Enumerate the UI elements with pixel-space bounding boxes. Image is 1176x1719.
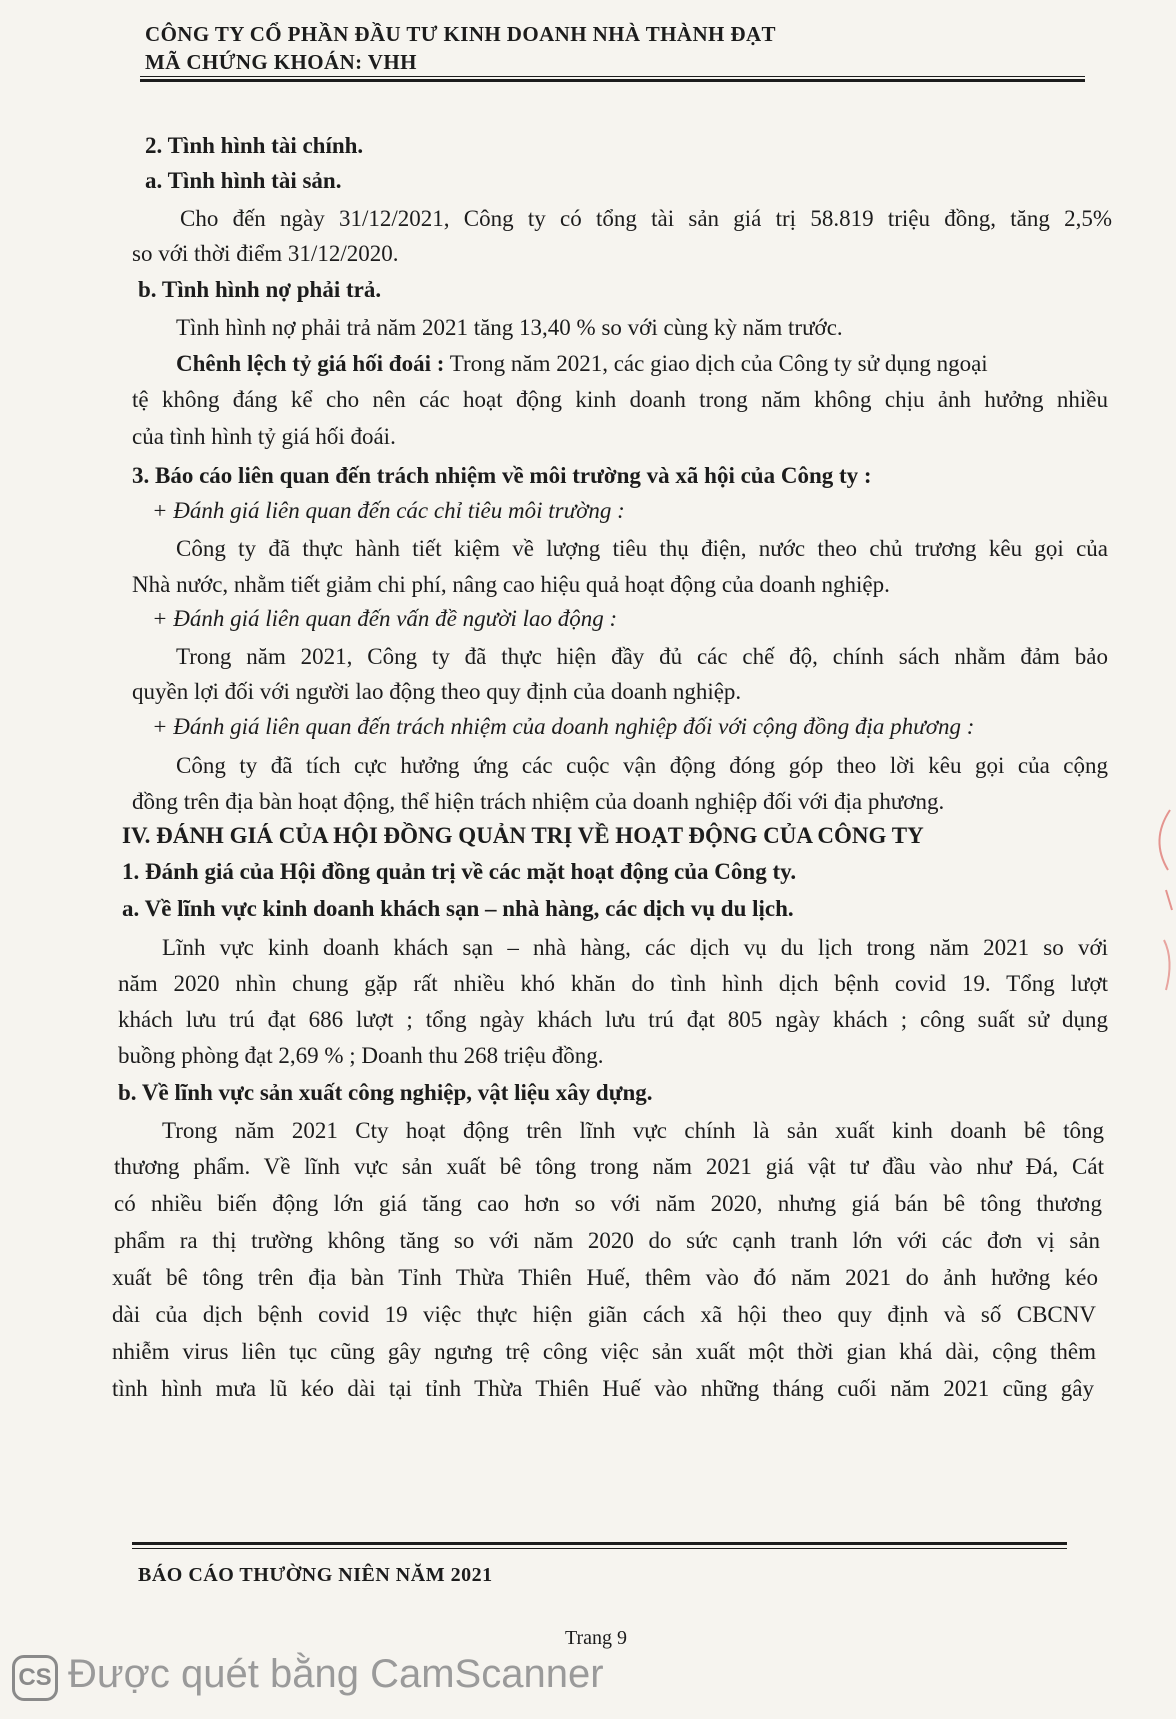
heading-hotel: a. Về lĩnh vực kinh doanh khách sạn – nhà hàng, các dịch vụ du lịch. bbox=[122, 896, 794, 921]
red-stamp-edge bbox=[1140, 800, 1176, 1020]
heading-board-eval: 1. Đánh giá của Hội đồng quản trị về các mặt hoạt động của Công ty. bbox=[122, 859, 797, 884]
para-line: Lĩnh vực kinh doanh khách sạn – nhà hàng, các dịch vụ du lịch trong năm 2021 so với bbox=[162, 935, 1108, 960]
stock-code: MÃ CHỨNG KHOÁN: VHH bbox=[145, 50, 417, 74]
para-line: thương phẩm. Về lĩnh vực sản xuất bê tông trong năm 2021 giá vật tư đầu vào như Đá, Cát bbox=[114, 1154, 1104, 1179]
para-line: quyền lợi đối với người lao động theo quy định của doanh nghiệp. bbox=[132, 679, 742, 704]
para-line: Nhà nước, nhằm tiết giảm chi phí, nâng cao hiệu quả hoạt động của doanh nghiệp. bbox=[132, 572, 890, 597]
fx-text: Trong năm 2021, các giao dịch của Công ty sử dụng ngoại bbox=[444, 351, 988, 376]
header-rule-thick bbox=[140, 79, 1085, 82]
heading-section-iv: IV. ĐÁNH GIÁ CỦA HỘI ĐỒNG QUẢN TRỊ VỀ HOẠT ĐỘNG CỦA CÔNG TY bbox=[122, 823, 924, 848]
para-line: khách lưu trú đạt 686 lượt ; tổng ngày khách lưu trú đạt 805 ngày khách ; công suất sử dụng bbox=[118, 1007, 1108, 1032]
para-line: đồng trên địa bàn hoạt động, thể hiện trách nhiệm của doanh nghiệp đối với địa phương. bbox=[132, 789, 945, 814]
footer-rule-thick bbox=[132, 1542, 1067, 1545]
heading-environment: 3. Báo cáo liên quan đến trách nhiệm về môi trường và xã hội của Công ty : bbox=[132, 463, 872, 488]
heading-industry: b. Về lĩnh vực sản xuất công nghiệp, vật liệu xây dựng. bbox=[118, 1080, 653, 1105]
heading-assets: a. Tình hình tài sản. bbox=[145, 168, 342, 193]
subheading-labor: + Đánh giá liên quan đến vấn đề người lao động : bbox=[152, 606, 618, 631]
subheading-env: + Đánh giá liên quan đến các chỉ tiêu môi trường : bbox=[152, 498, 625, 523]
para-line: tình hình mưa lũ kéo dài tại tỉnh Thừa Thiên Huế vào những tháng cuối năm 2021 cũng gây bbox=[112, 1376, 1094, 1401]
company-name: CÔNG TY CỔ PHẦN ĐẦU TƯ KINH DOANH NHÀ THÀNH ĐẠT bbox=[145, 22, 776, 46]
page-number: Trang 9 bbox=[565, 1627, 628, 1649]
para-line: so với thời điểm 31/12/2020. bbox=[132, 241, 399, 266]
para-line-fx bbox=[176, 350, 988, 378]
header-rule-thin bbox=[140, 76, 1085, 77]
para-line: năm 2020 nhìn chung gặp rất nhiều khó khăn do tình hình dịch bệnh covid 19. Tổng lượt bbox=[118, 971, 1108, 996]
para-line: nhiễm virus liên tục cũng gây ngưng trệ công việc sản xuất một thời gian khá dài, cộng thêm bbox=[112, 1339, 1096, 1364]
para-line: Tình hình nợ phải trả năm 2021 tăng 13,40 % so với cùng kỳ năm trước. bbox=[176, 315, 843, 340]
para-line: xuất bê tông trên địa bàn Tỉnh Thừa Thiên Huế, thêm vào đó năm 2021 do ảnh hưởng kéo bbox=[112, 1265, 1098, 1290]
para-line: tệ không đáng kể cho nên các hoạt động kinh doanh trong năm không chịu ảnh hưởng nhiều bbox=[132, 387, 1108, 412]
para-line: Trong năm 2021 Cty hoạt động trên lĩnh vực chính là sản xuất kinh doanh bê tông bbox=[162, 1118, 1104, 1143]
para-line: phẩm ra thị trường không tăng so với năm 2020 do sức cạnh tranh lớn với các đơn vị sản bbox=[114, 1228, 1100, 1253]
para-line: Công ty đã tích cực hưởng ứng các cuộc vận động đóng góp theo lời kêu gọi của cộng bbox=[176, 753, 1108, 778]
para-line: dài của dịch bệnh covid 19 việc thực hiện giãn cách xã hội theo quy định và số CBCNV bbox=[112, 1302, 1096, 1327]
footer-report-title: BÁO CÁO THƯỜNG NIÊN NĂM 2021 bbox=[138, 1564, 493, 1586]
para-line: Công ty đã thực hành tiết kiệm về lượng tiêu thụ điện, nước theo chủ trương kêu gọi của bbox=[176, 536, 1108, 561]
footer-rule-thin bbox=[132, 1548, 1067, 1549]
fx-heading: Chênh lệch tỷ giá hối đoái : bbox=[176, 351, 445, 376]
camscanner-logo: CS bbox=[12, 1655, 58, 1701]
subheading-community: + Đánh giá liên quan đến trách nhiệm của doanh nghiệp đối với cộng đồng địa phương : bbox=[152, 714, 975, 739]
para-line: Trong năm 2021, Công ty đã thực hiện đầy đủ các chế độ, chính sách nhằm đảm bảo bbox=[176, 644, 1108, 669]
heading-financial: 2. Tình hình tài chính. bbox=[145, 133, 364, 158]
para-line: của tình hình tỷ giá hối đoái. bbox=[132, 424, 396, 449]
para-line: Cho đến ngày 31/12/2021, Công ty có tổng tài sản giá trị 58.819 triệu đồng, tăng 2,5% bbox=[180, 206, 1112, 231]
para-line: buồng phòng đạt 2,69 % ; Doanh thu 268 triệu đồng. bbox=[118, 1043, 604, 1068]
para-line: có nhiều biến động lớn giá tăng cao hơn so với năm 2020, nhưng giá bán bê tông thương bbox=[114, 1191, 1102, 1216]
camscanner-watermark: Được quét bằng CamScanner bbox=[68, 1652, 604, 1696]
heading-liabilities: b. Tình hình nợ phải trả. bbox=[138, 277, 382, 302]
